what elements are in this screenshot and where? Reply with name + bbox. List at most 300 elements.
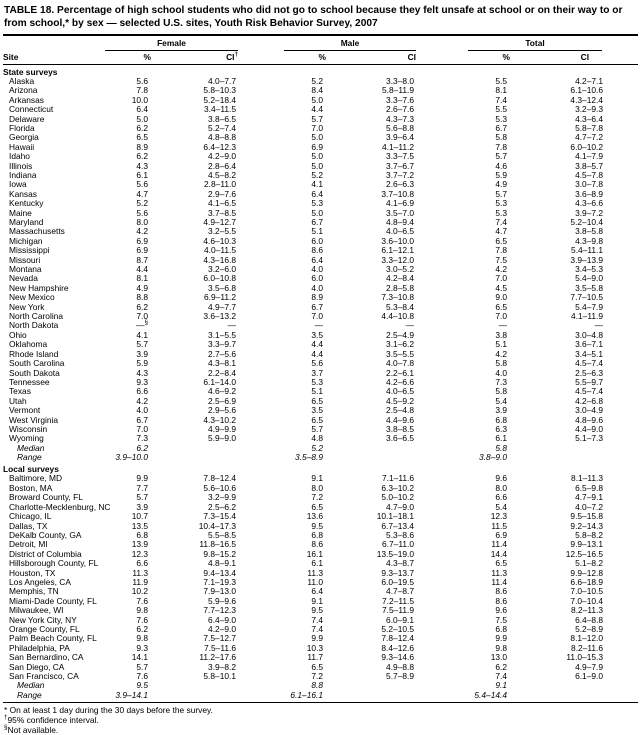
male-ci-cell: 5.7–8.9 <box>386 671 414 681</box>
female-pct-cell: 4.2 <box>136 395 148 406</box>
male-ci-cell: 3.7–10.8 <box>381 188 414 199</box>
female-pct-cell: 6.4 <box>136 104 148 115</box>
total-pct-cell: 8.1 <box>495 85 507 96</box>
total-pct-cell: 5.1 <box>495 339 507 350</box>
total-pct-cell: 6.1 <box>495 433 507 444</box>
male-pct-cell: 9.5 <box>311 605 323 616</box>
male-pct-cell: 6.5 <box>311 661 323 672</box>
male-pct-cell: 10.3 <box>306 642 323 653</box>
female-pct-cell: 7.6 <box>136 595 148 606</box>
female-ci-cell: 3.3–9.7 <box>208 339 236 350</box>
female-pct-cell: 7.3 <box>136 433 148 444</box>
male-pct-cell: 5.0 <box>311 94 323 105</box>
female-pct-cell: 8.0 <box>136 217 148 227</box>
total-pct-cell: 4.2 <box>495 264 507 275</box>
site-cell: New Hampshire <box>9 283 69 293</box>
female-pct-cell: 5.7 <box>136 492 148 503</box>
male-pct-cell: 6.7 <box>311 217 323 227</box>
total-ci-cell: 4.9–7.9 <box>575 661 604 672</box>
female-ci-cell: 2.5–6.9 <box>208 395 236 406</box>
male-pct-cell: 9.9 <box>311 633 323 644</box>
site-cell: Iowa <box>9 180 27 190</box>
total-pct-cell: 7.4 <box>495 217 507 227</box>
male-ci-cell: 4.3–7.3 <box>386 113 414 124</box>
total-ci-cell: 8.2–11.6 <box>571 642 604 653</box>
site-cell: Delaware <box>9 114 45 124</box>
total-ci-cell: 11.0–15.3 <box>566 652 604 663</box>
total-ci-cell: 4.5–7.8 <box>575 169 604 180</box>
total-pct-cell: 6.5 <box>495 301 507 312</box>
male-ci-cell: 3.5–5.5 <box>386 348 414 359</box>
female-pct-cell: 6.6 <box>136 386 148 397</box>
site-cell: Illinois <box>9 161 33 171</box>
site-cell: Baltimore, MD <box>9 474 63 484</box>
female-ci-cell: 4.3–8.1 <box>208 358 236 369</box>
site-cell: Oklahoma <box>9 340 48 350</box>
empty-cell <box>326 444 416 453</box>
empty-cell <box>326 681 416 690</box>
total-ci-cell: 4.7–7.2 <box>575 132 604 143</box>
footnote: §Not available. <box>4 723 59 735</box>
total-pct-cell: 6.2 <box>495 661 507 672</box>
total-ci-cell: 3.0–4.8 <box>575 329 604 340</box>
site-cell: Chicago, IL <box>9 512 52 522</box>
male-ci-cell: 3.3–7.5 <box>386 151 414 162</box>
female-pct-cell: 5.7 <box>136 339 148 350</box>
female-pct-cell: 10.2 <box>131 586 148 597</box>
male-ci-cell: 3.3–8.0 <box>386 75 414 86</box>
column-header-male-ci: CI <box>326 51 416 65</box>
site-cell: Alaska <box>9 76 35 86</box>
total-ci-cell: 6.0–10.2 <box>570 141 604 152</box>
total-pct-cell: 5.5 <box>495 75 507 86</box>
male-ci-cell: 4.2–6.6 <box>386 376 414 387</box>
total-ci-cell: 4.2–7.1 <box>575 75 604 86</box>
female-ci-cell: 2.5–6.2 <box>208 501 236 512</box>
male-ci-cell: 5.2–10.5 <box>381 623 414 634</box>
site-cell: New York City, NY <box>9 615 77 625</box>
female-pct-cell: 9.8 <box>136 633 148 644</box>
total-ci-cell: 3.9–7.2 <box>575 207 604 218</box>
male-ci-cell: 4.0–6.5 <box>386 226 414 237</box>
male-pct-cell: 8.6 <box>311 539 323 550</box>
total-pct-cell: 5.8 <box>495 386 507 397</box>
male-ci-cell: 3.9–6.4 <box>386 132 414 143</box>
male-pct-cell: 11.0 <box>307 576 323 587</box>
total-ci-cell: 5.1–7.3 <box>575 433 604 444</box>
female-ci-cell: 6.4–9.0 <box>208 614 236 625</box>
female-pct-cell: 9.8 <box>136 605 148 616</box>
site-cell: Nevada <box>9 274 38 284</box>
total-pct-cell: 7.3 <box>495 376 507 387</box>
female-pct-cell: 6.1 <box>136 169 148 180</box>
male-pct-cell: 4.1 <box>311 179 323 190</box>
male-ci-cell: 6.7–11.0 <box>382 539 414 550</box>
female-pct-cell: 5.6 <box>136 75 148 86</box>
total-ci-cell: 7.0–10.5 <box>570 586 604 597</box>
male-ci-cell: 3.3–7.6 <box>386 94 414 105</box>
site-cell: Indiana <box>9 170 37 180</box>
site-cell: Detroit, MI <box>9 540 48 550</box>
female-ci-cell: 3.2–5.5 <box>208 226 236 237</box>
total-ci-cell: 6.4–8.8 <box>575 614 604 625</box>
empty-cell <box>151 444 238 453</box>
female-ci-cell: 11.8–16.5 <box>199 539 236 550</box>
male-ci-cell: 5.0–10.2 <box>381 492 414 503</box>
total-ci-cell: 3.9–13.9 <box>570 254 604 265</box>
summary-row <box>3 453 638 462</box>
site-cell: San Diego, CA <box>9 662 65 672</box>
site-cell: Palm Beach County, FL <box>9 634 97 644</box>
female-ci-cell: 7.8–12.4 <box>203 473 236 484</box>
female-pct-cell: 6.9 <box>136 235 148 246</box>
male-ci-cell: 5.6–8.8 <box>386 122 414 133</box>
male-pct-cell: 11.3 <box>307 567 323 578</box>
female-ci-cell: 4.9–12.7 <box>203 217 236 227</box>
empty-cell <box>510 444 638 453</box>
section-label: State surveys <box>3 66 58 77</box>
total-pct-cell: 11.4 <box>491 539 507 550</box>
female-pct-cell: 4.4 <box>136 264 148 275</box>
male-pct-cell: 8.6 <box>311 245 323 256</box>
total-ci-cell: 8.1–11.3 <box>571 473 604 484</box>
total-ci-cell: 4.3–9.8 <box>575 235 604 246</box>
female-pct-cell: 6.8 <box>136 529 148 540</box>
total-pct-cell: 5.4 <box>495 395 507 406</box>
total-pct-cell: 5.7 <box>495 151 507 162</box>
total-pct-cell: — <box>498 320 507 331</box>
male-pct-cell: 7.2 <box>311 671 323 681</box>
female-ci-cell: 6.9–11.2 <box>204 292 236 303</box>
male-pct-cell: 5.7 <box>311 423 323 434</box>
site-cell: Maryland <box>9 218 44 227</box>
total-ci-cell: 6.5–9.8 <box>575 482 604 493</box>
total-ci-cell: 5.2–8.9 <box>575 623 604 634</box>
summary-value-cell: 8.8 <box>311 680 323 691</box>
female-pct-cell: 6.2 <box>136 151 148 162</box>
male-ci-cell: 5.3–8.6 <box>386 529 414 540</box>
empty-cell <box>151 681 238 690</box>
female-pct-cell: 6.2 <box>136 623 148 634</box>
total-ci-cell: 8.2–11.3 <box>571 605 604 616</box>
site-cell: Wisconsin <box>9 424 48 434</box>
female-ci-cell: 3.2–6.0 <box>208 264 236 275</box>
female-ci-cell: 4.2–9.0 <box>208 151 236 162</box>
male-ci-cell: 6.7–13.4 <box>381 520 414 531</box>
male-ci-cell: 6.1–12.1 <box>381 245 414 256</box>
total-pct-cell: 11.4 <box>491 576 507 587</box>
site-cell: Boston, MA <box>9 483 53 493</box>
female-ci-cell: 4.3–16.8 <box>203 254 236 265</box>
site-cell: San Francisco, CA <box>9 672 79 681</box>
total-ci-cell: 9.5–15.8 <box>570 511 604 522</box>
female-ci-cell: 9.4–13.4 <box>203 567 236 578</box>
site-cell: Hawaii <box>9 142 35 152</box>
column-header-total-ci: CI <box>510 51 638 65</box>
total-ci-cell: 4.3–6.6 <box>575 198 604 209</box>
total-ci-cell: 3.2–9.3 <box>575 104 604 115</box>
female-ci-cell: 5.6–10.6 <box>203 482 236 493</box>
female-ci-cell: 4.6–9.2 <box>208 386 236 397</box>
female-ci-cell: 5.8–10.3 <box>203 85 236 96</box>
total-pct-cell: 7.0 <box>495 273 507 284</box>
male-pct-cell: 5.0 <box>311 160 323 171</box>
total-pct-cell: 9.9 <box>495 633 507 644</box>
site-cell: Philadelphia, PA <box>9 643 70 653</box>
female-ci-cell: 7.1–19.3 <box>203 576 236 587</box>
male-ci-cell: 3.7–6.7 <box>386 160 414 171</box>
female-pct-cell: 4.9 <box>136 282 148 293</box>
female-ci-cell: 3.1–5.5 <box>208 329 236 340</box>
total-ci-cell: 5.8–8.2 <box>575 529 604 540</box>
total-pct-cell: 14.4 <box>490 548 507 559</box>
male-pct-cell: 6.9 <box>311 141 323 152</box>
total-pct-cell: 4.2 <box>495 348 507 359</box>
site-cell: Miami-Dade County, FL <box>9 596 97 606</box>
female-pct-cell: 8.7 <box>136 254 148 265</box>
total-pct-cell: 7.5 <box>495 614 507 625</box>
male-pct-cell: 9.1 <box>311 473 323 484</box>
total-pct-cell: 7.4 <box>495 671 507 681</box>
total-ci-cell: 9.9–13.1 <box>570 539 604 550</box>
total-ci-cell: 3.4–5.1 <box>575 348 604 359</box>
site-cell: New York <box>9 302 45 312</box>
male-pct-cell: 7.4 <box>311 614 323 625</box>
female-pct-cell: 3.9 <box>136 501 148 512</box>
total-ci-cell: 4.8–9.6 <box>575 414 604 425</box>
male-pct-cell: 6.5 <box>311 395 323 406</box>
table-header <box>3 36 638 64</box>
female-ci-cell: 4.9–7.7 <box>208 301 236 312</box>
male-ci-cell: 2.5–4.8 <box>386 405 414 416</box>
female-ci-cell: 5.2–18.4 <box>203 94 236 105</box>
female-pct-cell: 8.1 <box>136 273 148 284</box>
male-ci-cell: — <box>405 320 414 331</box>
male-pct-cell: 5.0 <box>311 207 323 218</box>
female-ci-cell: 11.2–17.6 <box>199 652 236 663</box>
female-pct-cell: 9.3 <box>136 642 148 653</box>
total-ci-cell: 4.3–12.4 <box>570 94 604 105</box>
total-pct-cell: 5.5 <box>495 104 507 115</box>
total-pct-cell: 9.8 <box>495 642 507 653</box>
site-cell: Montana <box>9 265 42 275</box>
total-pct-cell: 4.0 <box>495 367 507 378</box>
female-ci-cell: 2.2–8.4 <box>208 367 236 378</box>
total-ci-cell: 3.6–7.1 <box>575 339 604 350</box>
total-ci-cell: 3.8–5.7 <box>575 160 604 171</box>
female-pct-cell: 6.5 <box>136 132 148 143</box>
summary-value-cell: 9.1 <box>495 680 507 691</box>
female-pct-cell: 13.5 <box>131 520 148 531</box>
summary-value-cell: 5.2 <box>311 442 323 453</box>
female-pct-cell: 7.0 <box>136 423 148 434</box>
male-pct-cell: 3.5 <box>311 405 323 416</box>
total-ci-cell: 4.1–11.9 <box>571 311 604 322</box>
female-ci-cell: 4.8–9.1 <box>208 558 236 569</box>
male-pct-cell: 4.4 <box>311 348 323 359</box>
total-pct-cell: 11.3 <box>491 567 507 578</box>
summary-value-cell: 5.8 <box>495 442 507 453</box>
male-pct-cell: 5.1 <box>311 386 323 397</box>
total-pct-cell: 5.7 <box>495 188 507 199</box>
total-pct-cell: 5.8 <box>495 132 507 143</box>
site-cell: Idaho <box>9 152 30 162</box>
total-pct-cell: 6.3 <box>495 423 507 434</box>
female-pct-cell: 5.0 <box>136 113 148 124</box>
female-ci-cell: 3.7–8.5 <box>208 207 236 218</box>
total-ci-cell: 5.2–10.4 <box>570 217 604 227</box>
female-pct-cell: 7.7 <box>136 482 148 493</box>
male-ci-cell: 3.6–10.0 <box>381 235 414 246</box>
total-pct-cell: 5.3 <box>495 198 507 209</box>
column-group-female: Female <box>127 36 238 50</box>
male-ci-cell: 6.0–19.5 <box>381 576 414 587</box>
male-pct-cell: 7.0 <box>311 122 323 133</box>
female-pct-cell: 6.6 <box>136 558 148 569</box>
total-ci-cell: 9.2–14.3 <box>570 520 604 531</box>
site-cell: Arizona <box>9 86 38 96</box>
male-ci-cell: 4.1–6.9 <box>386 198 414 209</box>
male-pct-cell: 5.0 <box>311 151 323 162</box>
male-ci-cell: 2.8–5.8 <box>386 282 414 293</box>
summary-value-cell: 6.2 <box>136 442 148 453</box>
total-ci-cell: 3.8–5.8 <box>575 226 604 237</box>
column-header-female-pct: % <box>127 51 151 65</box>
summary-value-cell: 3.8–9.0 <box>479 452 507 463</box>
site-cell: DeKalb County, GA <box>9 530 82 540</box>
summary-value-cell: 5.4–14.4 <box>474 689 507 700</box>
site-cell: Houston, TX <box>9 568 56 578</box>
female-pct-cell: 10.0 <box>131 94 148 105</box>
empty-cell <box>326 453 416 462</box>
female-pct-cell: 9.9 <box>136 473 148 484</box>
footnotes <box>3 702 638 735</box>
male-ci-cell: 4.5–9.2 <box>386 395 414 406</box>
column-header-female-ci: CI† <box>151 51 238 65</box>
total-ci-cell: 4.1–7.9 <box>575 151 604 162</box>
male-pct-cell: 6.0 <box>311 273 323 284</box>
male-ci-cell: 4.7–8.7 <box>386 586 414 597</box>
empty-cell <box>510 691 638 700</box>
male-pct-cell: 3.7 <box>311 367 323 378</box>
male-pct-cell: 6.7 <box>311 301 323 312</box>
male-pct-cell: 5.7 <box>311 113 323 124</box>
female-ci-cell: 3.9–8.2 <box>208 661 236 672</box>
total-pct-cell: 4.7 <box>495 226 507 237</box>
total-pct-cell: 7.5 <box>495 254 507 265</box>
total-ci-cell: 3.6–8.9 <box>575 188 604 199</box>
male-pct-cell: 5.0 <box>311 132 323 143</box>
total-pct-cell: 9.6 <box>495 605 507 616</box>
male-ci-cell: 4.0–6.5 <box>386 386 414 397</box>
total-pct-cell: 6.9 <box>495 529 507 540</box>
male-pct-cell: 6.4 <box>311 254 323 265</box>
column-header-male-pct: % <box>238 51 326 65</box>
total-pct-cell: 7.8 <box>495 141 507 152</box>
total-pct-cell: 5.8 <box>495 358 507 369</box>
site-cell: Hillsborough County, FL <box>9 559 99 569</box>
site-cell: Tennessee <box>9 377 50 387</box>
male-ci-cell: 4.8–9.4 <box>386 217 414 227</box>
female-ci-cell: 4.8–8.8 <box>208 132 236 143</box>
total-ci-cell: 4.4–9.0 <box>575 423 604 434</box>
male-ci-cell: 4.4–10.8 <box>381 311 414 322</box>
site-cell: Georgia <box>9 133 39 143</box>
female-ci-cell: 5.9–9.6 <box>208 595 236 606</box>
site-cell: Broward County, FL <box>9 493 83 503</box>
site-cell: Los Angeles, CA <box>9 577 71 587</box>
male-ci-cell: 13.5–19.0 <box>376 548 414 559</box>
column-header-site: Site <box>3 51 127 65</box>
male-pct-cell: 4.4 <box>311 339 323 350</box>
female-pct-cell: 6.9 <box>136 245 148 256</box>
female-ci-cell: 3.5–6.8 <box>208 282 236 293</box>
male-pct-cell: 9.1 <box>311 595 323 606</box>
male-ci-cell: 3.6–6.5 <box>386 433 414 444</box>
total-pct-cell: 7.4 <box>495 94 507 105</box>
total-ci-cell: 6.6–18.9 <box>570 576 604 587</box>
total-pct-cell: 6.5 <box>495 235 507 246</box>
total-pct-cell: 3.8 <box>495 329 507 340</box>
male-pct-cell: 3.5 <box>311 329 323 340</box>
male-ci-cell: 7.2–11.5 <box>382 595 414 606</box>
site-cell: South Dakota <box>9 368 60 378</box>
female-pct-cell: 6.2 <box>136 122 148 133</box>
female-pct-cell: 7.6 <box>136 671 148 681</box>
female-pct-cell: 5.6 <box>136 207 148 218</box>
female-ci-cell: 4.9–9.9 <box>208 423 236 434</box>
female-ci-cell: 3.6–13.2 <box>203 311 236 322</box>
male-ci-cell: 2.2–6.1 <box>386 367 414 378</box>
male-ci-cell: 3.8–8.5 <box>386 423 414 434</box>
female-pct-cell: 5.6 <box>136 179 148 190</box>
total-ci-cell: 5.8–7.8 <box>575 122 604 133</box>
total-ci-cell: 4.0–7.2 <box>575 501 604 512</box>
female-pct-cell: 11.9 <box>132 576 148 587</box>
female-ci-cell: 3.4–11.5 <box>204 104 236 115</box>
female-ci-cell: 5.5–8.5 <box>208 529 236 540</box>
total-ci-cell: 7.0–10.4 <box>570 595 604 606</box>
site-cell: North Dakota <box>9 321 59 331</box>
female-ci-cell: 5.2–7.4 <box>208 122 236 133</box>
site-cell: District of Columbia <box>9 549 82 559</box>
female-ci-cell: 9.8–15.2 <box>203 548 236 559</box>
female-pct-cell: 14.1 <box>131 652 148 663</box>
male-ci-cell: 7.1–11.6 <box>382 473 414 484</box>
summary-label: Range <box>17 452 42 463</box>
site-cell: San Bernardino, CA <box>9 653 84 663</box>
female-pct-cell: 7.8 <box>136 85 148 96</box>
site-cell: Connecticut <box>9 105 54 115</box>
total-pct-cell: 5.4 <box>495 501 507 512</box>
male-pct-cell: 6.5 <box>311 501 323 512</box>
total-pct-cell: 6.5 <box>495 558 507 569</box>
total-pct-cell: 6.8 <box>495 623 507 634</box>
column-group-row <box>3 36 638 50</box>
site-cell: Florida <box>9 123 35 133</box>
site-cell: South Carolina <box>9 359 65 369</box>
summary-label: Range <box>17 689 42 700</box>
site-cell: Texas <box>9 387 31 397</box>
male-pct-cell: 8.9 <box>311 292 323 303</box>
female-pct-cell: 4.1 <box>136 329 148 340</box>
female-pct-cell: 5.7 <box>136 661 148 672</box>
total-pct-cell: 5.3 <box>495 113 507 124</box>
male-pct-cell: 6.5 <box>311 414 323 425</box>
male-pct-cell: 6.4 <box>311 188 323 199</box>
site-cell: Missouri <box>9 255 41 265</box>
site-cell: New Mexico <box>9 293 55 303</box>
